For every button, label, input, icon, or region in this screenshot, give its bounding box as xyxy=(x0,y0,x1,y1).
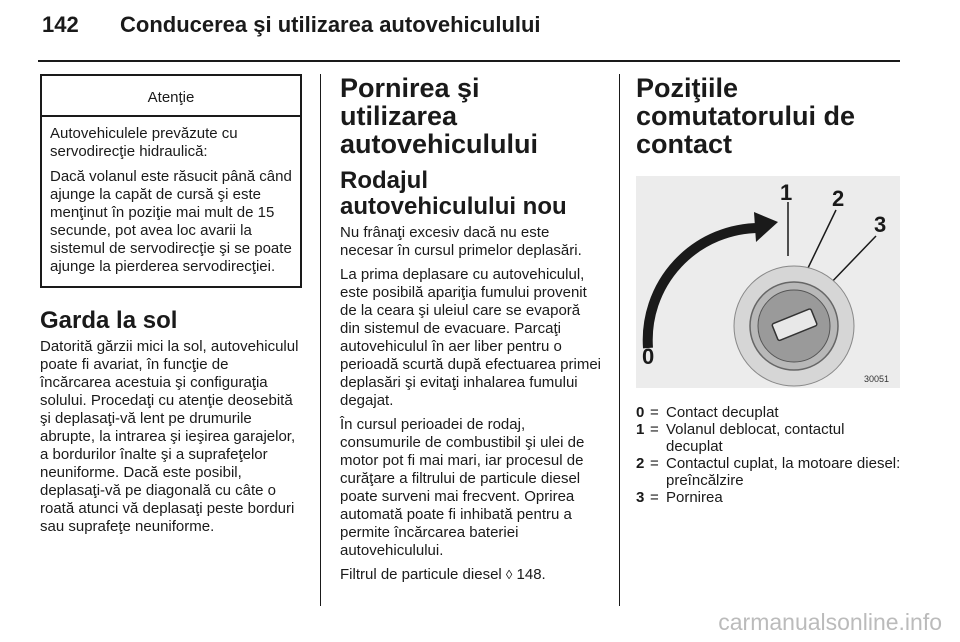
figure-code: 30051 xyxy=(864,374,890,384)
page-number: 142 xyxy=(42,12,79,37)
column-divider xyxy=(619,74,620,606)
position-label-1: 1 xyxy=(780,180,793,205)
cross-reference[interactable] xyxy=(340,566,602,584)
legend-item: 1 = Volanul deblocat, contactul decuplat xyxy=(636,421,845,455)
position-label-3: 3 xyxy=(874,212,887,237)
warning-paragraph: Autovehiculele prevăzute cu servodirecţie hidraulică: xyxy=(50,125,238,160)
page-reference-icon: ◊ xyxy=(505,567,513,582)
section-heading-pozitii: Poziţiile comutatorului de contact xyxy=(636,73,856,159)
subsection-heading-rodaj: Rodajul autovehiculului nou xyxy=(340,167,567,220)
cross-reference-page: 148. xyxy=(516,566,546,583)
watermark: carmanualsonline.info xyxy=(718,609,942,635)
page-title: Conducerea şi utilizarea autovehiculului xyxy=(120,12,541,37)
header-divider xyxy=(38,60,900,62)
warning-paragraph: Dacă volanul este răsucit până când ajunge la capăt de cursă şi este menţinut în poziţie mai mult de 15 secunde, pot avea loc avarii la sistemul de servodirecţie şi se poate ajunge la pierderea servodirecţiei. xyxy=(50,168,292,275)
rodaj-paragraph: În cursul perioadei de rodaj, consumurile de combustibil şi ulei de motor pot fi mai mari, iar procesul de curăţare a filtrului de particule diesel poate surveni mai frecvent. Oprirea automată poate fi inhibată pentru a permite încărcarea bateriei autovehiculului. xyxy=(340,416,585,559)
section-heading-pornirea: Pornirea şi utilizarea autovehiculului xyxy=(340,73,539,159)
column-divider xyxy=(320,74,321,606)
legend-item: 0 = Contact decuplat xyxy=(636,404,779,421)
column-left xyxy=(40,74,302,542)
warning-box xyxy=(40,74,302,288)
legend-item: 3 = Pornirea xyxy=(636,489,723,506)
section-garda xyxy=(40,308,302,536)
garda-text: Datorită gărzii mici la sol, autovehiculul poate fi avariat, în funcţie de încărcarea acestuia şi configuraţia solului. Procedaţi cu atenţie deosebită şi deplasaţi-vă lent pe drumurile abrupte, la intrarea şi ieşirea garajelor, a bordurilor înalte şi a suprafeţelor neuniforme. Dacă este posibil, deplasaţi-vă pe diagonală cu câte o roată atunci vă deplasaţi peste borduri sau suprafeţe neuniforme. xyxy=(40,338,299,535)
ignition-switch-figure xyxy=(636,176,900,388)
position-label-0: 0 xyxy=(642,344,655,369)
rodaj-paragraph: La prima deplasare cu autovehiculul, este posibilă apariţia fumului provenit de la ceara şi uleiul care se evaporă din sistemul de evacuare. Parcaţi autovehiculul în aer liber pentru o perioadă scurtă după efectuarea primei deplasări şi evitaţi inhalarea fumului degajat. xyxy=(340,266,601,409)
legend-item: 2 = Contactul cuplat, la motoare diesel: preîncălzire xyxy=(636,455,901,489)
rodaj-paragraph: Nu frânaţi excesiv dacă nu este necesar în cursul primelor deplasări. xyxy=(340,224,582,259)
cross-reference-text: Filtrul de particule diesel xyxy=(340,566,502,583)
column-right xyxy=(636,74,904,506)
figure-legend xyxy=(636,404,904,506)
warning-heading: Atenţie xyxy=(42,76,300,117)
garda-heading: Garda la sol xyxy=(40,307,178,334)
position-label-2: 2 xyxy=(832,186,845,211)
column-middle xyxy=(340,74,602,590)
ignition-switch-illustration xyxy=(636,176,900,388)
